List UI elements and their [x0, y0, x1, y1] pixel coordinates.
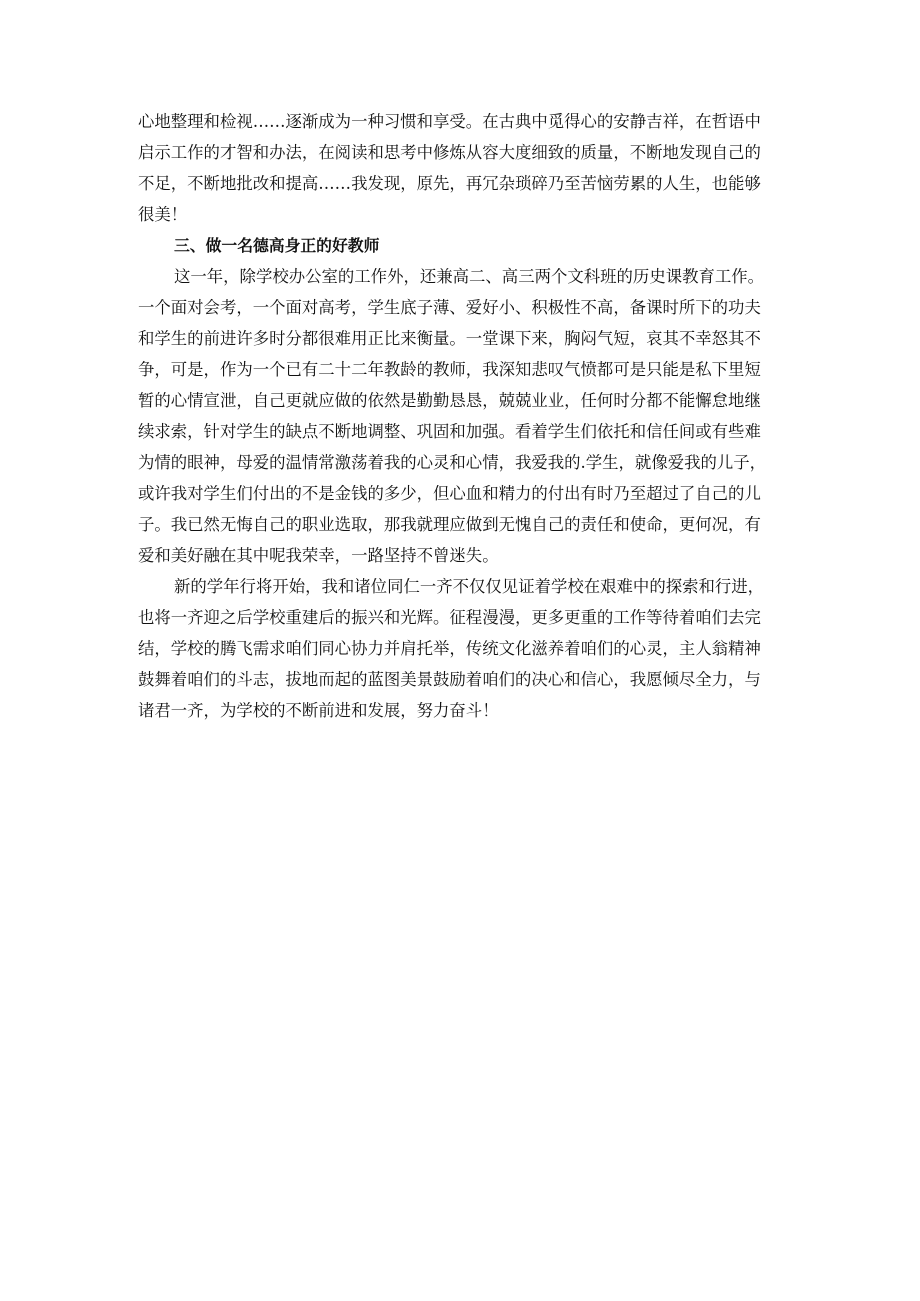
text-line: 鼓舞着咱们的斗志，拔地而起的蓝图美景鼓励着咱们的决心和信心，我愿倾尽全力，与: [138, 670, 761, 689]
text-line: 暂的心情宣泄，自己更就应做的依然是勤勤恳恳，兢兢业业，任何时分都不能懈怠地继: [138, 391, 761, 410]
text-line: 诸君一齐，为学校的不断前进和发展，努力奋斗！: [138, 701, 499, 720]
text-line: 一个面对会考，一个面对高考，学生底子薄、爱好小、积极性不高，备课时所下的功夫: [138, 298, 761, 317]
document-body: [138, 106, 782, 726]
text-line: 和学生的前进许多时分都很难用正比来衡量。一堂课下来，胸闷气短，哀其不幸怒其不: [138, 329, 761, 348]
paragraph-new-year: [138, 571, 782, 726]
text-line: 启示工作的才智和办法，在阅读和思考中修炼从容大度细致的质量，不断地发现自己的: [138, 143, 761, 162]
text-line: 这一年，除学校办公室的工作外，还兼高二、高三两个文科班的历史课教育工作。: [174, 267, 765, 286]
paragraph-teaching: [138, 261, 782, 571]
continuation-paragraph: [138, 106, 782, 230]
section-heading: 三、做一名德高身正的好教师: [174, 236, 380, 255]
text-line: 很美！: [138, 205, 188, 224]
text-line: 或许我对学生们付出的不是金钱的多少，但心血和精力的付出有时乃至超过了自己的儿: [138, 484, 761, 503]
text-line: 爱和美好融在其中呢我荣幸，一路坚持不曾迷失。: [138, 546, 499, 565]
text-line: 不足，不断地批改和提高……我发现，原先，再冗杂琐碎乃至苦恼劳累的人生，也能够: [138, 174, 761, 193]
text-line: 争，可是，作为一个已有二十二年教龄的教师，我深知悲叹气愤都可是只能是私下里短: [138, 360, 761, 379]
text-line: 续求索，针对学生的缺点不断地调整、巩固和加强。看着学生们依托和信任间或有些难: [138, 422, 761, 441]
text-line: 心地整理和检视……逐渐成为一种习惯和享受。在古典中觅得心的安静吉祥，在哲语中: [138, 112, 761, 131]
text-line: 子。我已然无悔自己的职业选取，那我就理应做到无愧自己的责任和使命，更何况，有: [138, 515, 761, 534]
text-line: 也将一齐迎之后学校重建后的振兴和光辉。征程漫漫，更多更重的工作等待着咱们去完: [138, 608, 761, 627]
text-line: 为情的眼神，母爱的温情常激荡着我的心灵和心情，我爱我的.学生，就像爱我的儿子，: [138, 453, 767, 472]
text-line: 新的学年行将开始，我和诸位同仁一齐不仅仅见证着学校在艰难中的探索和行进，: [174, 577, 765, 596]
text-line: 结，学校的腾飞需求咱们同心协力并肩托举，传统文化滋养着咱们的心灵，主人翁精神: [138, 639, 761, 658]
